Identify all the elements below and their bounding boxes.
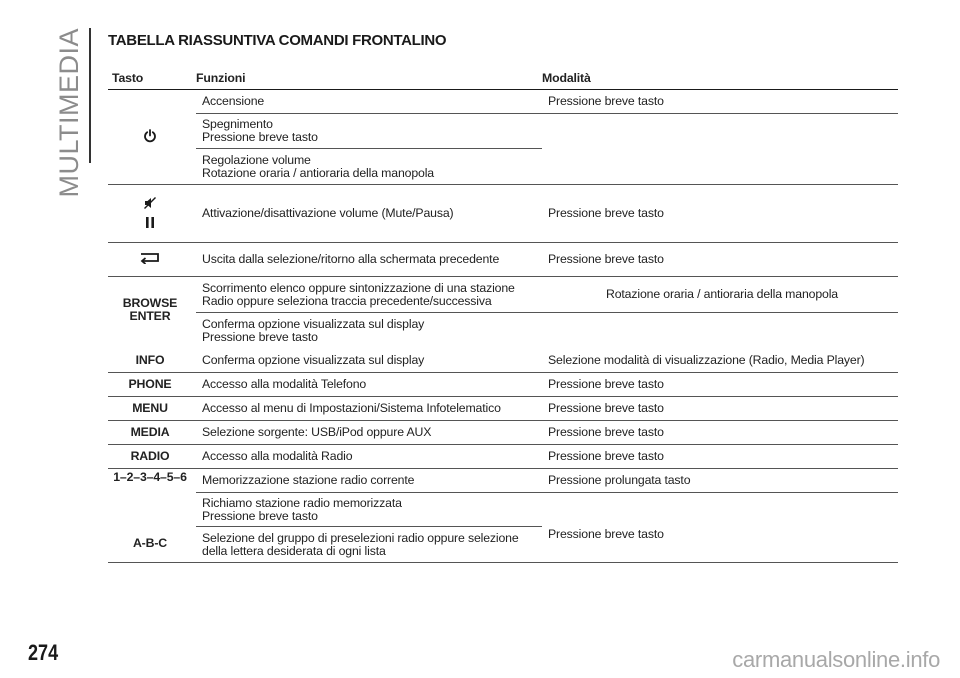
watermark: carmanualsonline.info [732,647,940,672]
function-cell: Selezione sorgente: USB/iPod oppure AUX [196,421,542,445]
function-line: Scorrimento elenco oppure sintonizzazione di una stazione [202,280,515,295]
table-row [108,421,898,445]
function-cell [196,149,542,185]
key-cell: A-B-C [108,527,196,563]
back-key-cell [108,243,196,277]
key-cell: PHONE [108,373,196,397]
mode-cell: Pressione breve tasto [542,90,898,114]
function-line: Rotazione oraria / antioraria della manopola [202,165,434,180]
function-line: Spegnimento [202,117,273,132]
table-row [108,243,898,277]
browse-key-cell [108,277,196,349]
table-row [108,114,898,149]
function-cell: Uscita dalla selezione/ritorno alla schermata precedente [196,243,542,277]
function-cell: Conferma opzione visualizzata sul display [196,349,542,373]
key-cell: MEDIA [108,421,196,445]
function-line: Regolazione volume [202,152,311,167]
function-cell [196,114,542,149]
table-row [108,313,898,349]
function-cell [196,313,542,349]
mode-cell: Pressione breve tasto [542,397,898,421]
power-icon [143,129,157,146]
function-cell [196,493,542,527]
page-number: 274 [28,640,59,665]
table-row [108,469,898,493]
function-cell: Accesso al menu di Impostazioni/Sistema Infotelematico [196,397,542,421]
function-cell: Accesso alla modalità Radio [196,445,542,469]
mode-cell: Pressione prolungata tasto [542,469,898,493]
section-rule [89,28,91,163]
table-row [108,90,898,114]
function-cell [196,277,542,313]
function-cell: Attivazione/disattivazione volume (Mute/Pausa) [196,185,542,243]
function-line: Selezione del gruppo di preselezioni radio oppure selezione [202,531,519,546]
mode-cell-empty [542,114,898,185]
power-key-cell [108,90,196,185]
table-header-row [108,64,898,90]
function-cell [196,527,542,563]
function-line: Radio oppure seleziona traccia precedente/successiva [202,293,492,308]
key-cell: RADIO [108,445,196,469]
table-row [108,493,898,527]
back-arrow-icon [139,252,161,267]
table-row [108,445,898,469]
table-row [108,373,898,397]
function-line: Richiamo stazione radio memorizzata [202,496,402,510]
key-label: ENTER [129,308,171,323]
mode-cell: Pressione breve tasto [542,445,898,469]
function-line: Conferma opzione visualizzata sul display [202,317,425,332]
header-mode: Modalità [542,64,898,90]
key-label: BROWSE [122,296,178,310]
mode-cell: Pressione breve tasto [542,421,898,445]
table-row [108,185,898,243]
function-line: della lettera desiderata di ogni lista [202,543,386,558]
mode-cell: Rotazione oraria / antioraria della manopola [542,277,898,313]
mode-cell: Pressione breve tasto [542,493,898,563]
mode-cell: Pressione breve tasto [542,185,898,243]
pause-icon [144,216,156,232]
mode-cell-empty [542,313,898,349]
mode-cell: Pressione breve tasto [542,243,898,277]
mute-key-cell [108,185,196,243]
function-cell: Accesso alla modalità Telefono [196,373,542,397]
table-row [108,277,898,313]
controls-table [108,64,898,563]
mode-cell: Selezione modalità di visualizzazione (Radio, Media Player) [542,349,898,373]
table-row [108,397,898,421]
section-label: MULTIMEDIA [54,28,84,198]
function-line: Pressione breve tasto [202,130,318,144]
function-cell: Accensione [196,90,542,114]
header-key: Tasto [108,64,196,90]
key-cell: MENU [108,397,196,421]
function-cell: Memorizzazione stazione radio corrente [196,469,542,493]
mode-cell: Pressione breve tasto [542,373,898,397]
key-cell: INFO [108,349,196,373]
function-line: Pressione breve tasto [202,508,318,523]
page-title: TABELLA RIASSUNTIVA COMANDI FRONTALINO [108,32,447,49]
function-line: Pressione breve tasto [202,329,318,344]
header-function: Funzioni [196,64,542,90]
table-row [108,349,898,373]
mute-speaker-icon [143,196,157,213]
key-cell: 1–2–3–4–5–6 [113,470,187,484]
